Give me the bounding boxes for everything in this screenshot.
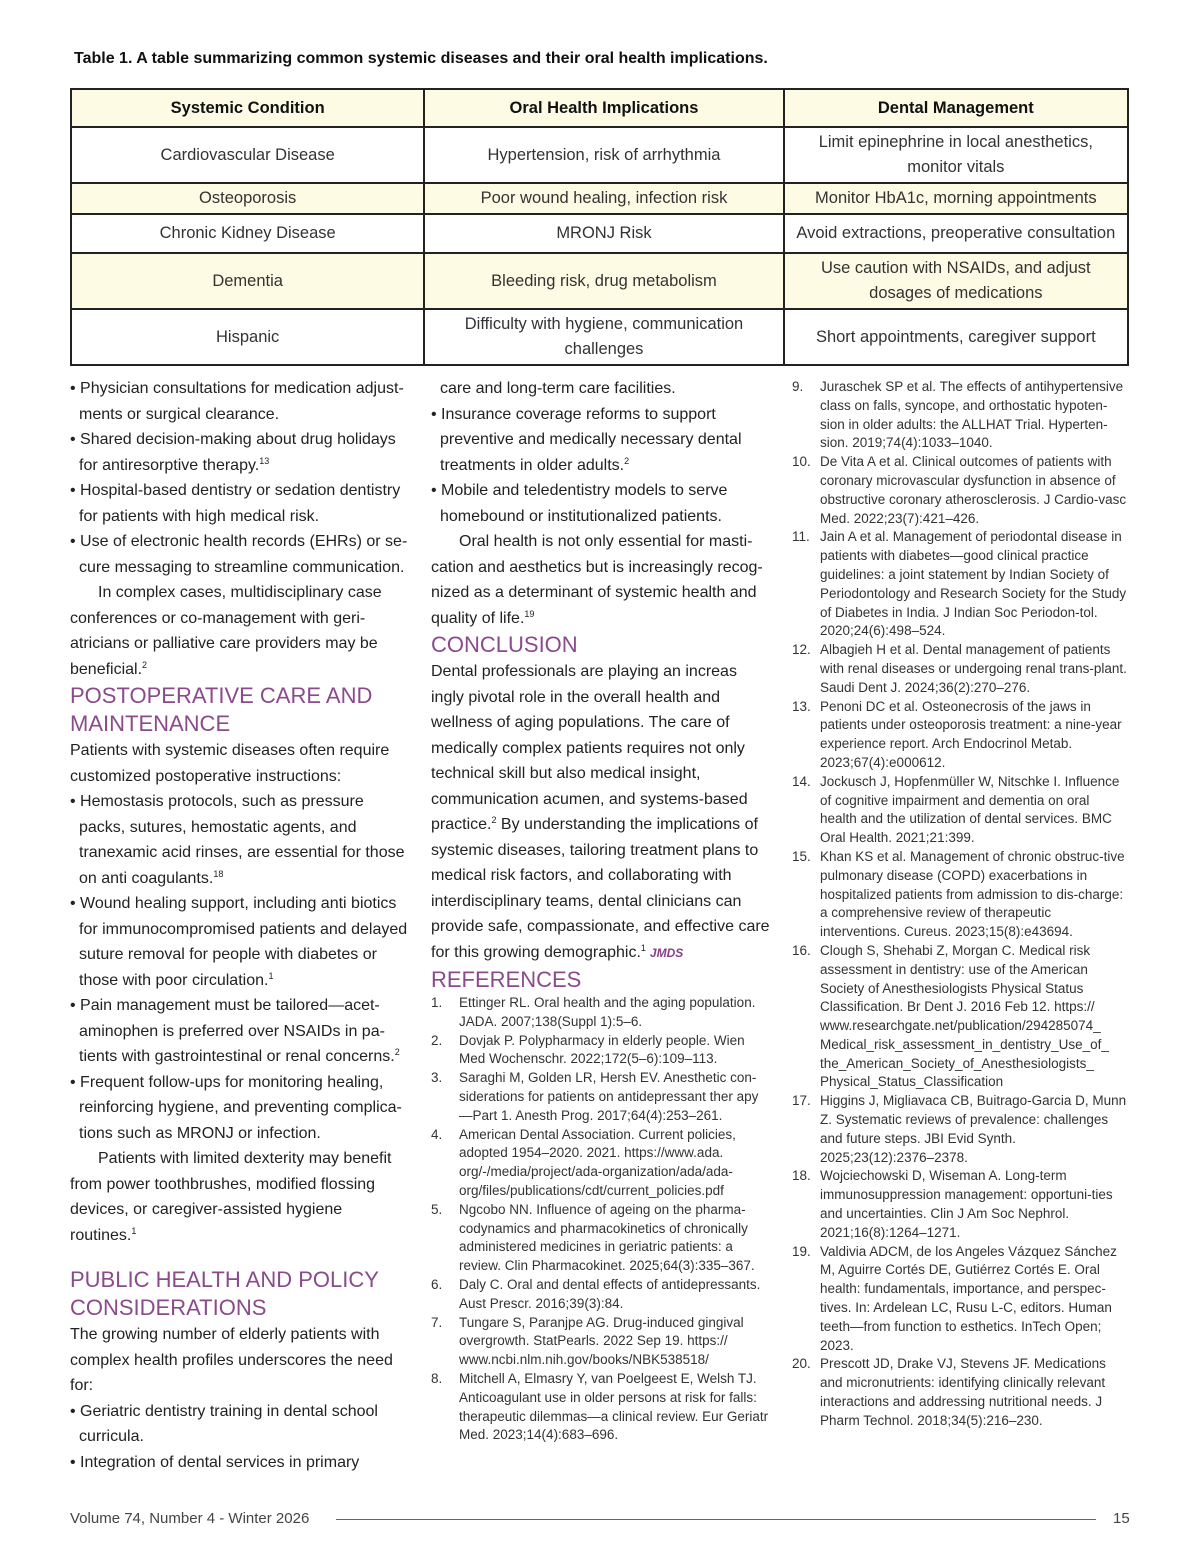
reference-list [792,378,1128,1431]
table-cell: Hispanic [71,309,424,365]
reference-number: 12. [792,642,811,658]
reference-text: Dovjak P. Polypharmacy in elderly people. Wien Med Wochenschr. 2022;172(5–6):109–113. [459,1032,745,1067]
bullet-item: • Insurance coverage reforms to support preventive and medically necessary dental treatments in older adults.$^2$ [431,405,742,474]
reference-item [431,994,771,1032]
reference-text: Khan KS et al. Management of chronic obstruc-tive pulmonary disease (COPD) exacerbations in hospitalized patients from admission to dis-charge: a comprehensive review of therapeutic interventions. Cureus. 2023;15(8):e43694. [820,848,1125,940]
table-cell: Avoid extractions, preoperative consultation [784,214,1128,253]
bullet-item: • Hospital-based dentistry or sedation dentistry for patients with high medical risk. [70,482,401,525]
reference-text: Albagieh H et al. Dental management of patients with renal diseases or undergoing renal trans-plant. Saudi Dent J. 2024;36(2):270–276. [820,642,1127,695]
bullet-item: • Pain management must be tailored—acet-aminophen is preferred over NSAIDs in pa-tients with gastrointestinal or renal concerns.$^2$ [70,997,400,1065]
bullet-item: • Integration of dental services in primary [70,1453,360,1471]
table-cell: Bleeding risk, drug metabolism [424,253,783,309]
page-number: 15 [1113,1510,1130,1527]
table-cell: Use caution with NSAIDs, and adjust dosages of medications [784,253,1128,309]
reference-text: Ngcobo NN. Influence of ageing on the pharma-codynamics and pharmacokinetics of chronically administered medicines in geriatric patients: a review. Clin Pharmacokinet. 2025;64(3):335–367. [459,1201,755,1274]
column-left [70,376,410,1475]
reference-item [431,1032,771,1070]
reference-text: De Vita A et al. Clinical outcomes of patients with coronary microvascular dysfunction in absence of obstructive coronary atherosclerosis. J Cardio-vasc Med. 2022;23(7):421–426. [820,454,1127,526]
column-middle [431,376,771,1445]
reference-text: Wojciechowski D, Wiseman A. Long-term immunosuppression management: opportuni-ties and uncertainties. Clin J Am Soc Nephrol. 2021;16(8):1264–1271. [820,1168,1113,1240]
reference-item [792,1167,1128,1242]
reference-number: 9. [792,379,804,394]
bullet-item: • Hemostasis protocols, such as pressure packs, sutures, hemostatic agents, and tranexamic acid rinses, are essential for those on anti coagulants.$^{18}$ [70,793,405,887]
table-cell: Hypertension, risk of arrhythmia [424,127,783,183]
column-header: Systemic Condition [71,89,424,127]
body-text: care and long-term care facilities. [440,380,676,397]
reference-item [431,1370,771,1445]
reference-text: Jain A et al. Management of periodontal disease in patients with diabetes—good clinical practice guidelines: a joint statement by Indian Society of Periodontology and Research Society for the Study of Diabetes in India. J Indian Soc Periodon-tol. 2020;24(6):498–524. [820,529,1127,639]
reference-number: 20. [792,1356,811,1372]
table-cell: Dementia [71,253,424,309]
reference-number: 17. [792,1093,811,1109]
reference-text: Clough S, Shehabi Z, Morgan C. Medical risk assessment in dentistry: use of the American Society of Anesthesiologists Physical Status Classification. Br Dent J. 2016 Feb 12. https:// www.researchgate.net/publication/294285074_ Medical_risk_assessment_in_dentistry_Use_of_ the_American_Society_of_Anesthesiologists_ Physical_Status_Classification [820,942,1109,1090]
table-row [71,127,1128,183]
table-cell: Poor wound healing, infection risk [424,183,783,214]
table-cell: Difficulty with hygiene, communication challenges [424,309,783,365]
reference-number: 11. [792,529,810,545]
reference-text: Valdivia ADCM, de los Angeles Vázquez Sánchez M, Aguirre Cortés DE, Gutiérrez Cortés E. Oral health: fundamentals, importance, and perspec-tives. In: Ardelean LC, Rusu L-C, editors. Human teeth—from function to esthetics. InTech Open; 2023. [820,1243,1117,1353]
body-paragraph: Patients with limited dexterity may benefit from power toothbrushes, modified flossing devices, or caregiver-assisted hygiene routines.$^1$ [70,1150,392,1244]
bullet-item: • Geriatric dentistry training in dental school curricula. [70,1402,378,1445]
reference-number: 2. [431,1032,443,1048]
reference-number: 10. [792,454,811,470]
reference-item [792,528,1128,641]
column-right [792,378,1128,1431]
reference-number: 6. [431,1276,443,1292]
systemic-diseases-table [70,88,1129,366]
bullet-item: • Wound healing support, including anti biotics for immunocompromised patients and delayed suture removal for people with diabetes or those with poor circulation.$^1$ [70,895,408,989]
reference-text: Prescott JD, Drake VJ, Stevens JF. Medications and micronutrients: identifying clinically relevant interactions and addressing nutritional needs. J Pharm Technol. 2018;34(5):216–230. [820,1356,1106,1428]
reference-number: 14. [792,773,811,789]
reference-text: Juraschek SP et al. The effects of antihypertensive class on falls, syncope, and orthostatic hypoten-sion in older adults: the ALLHAT Trial. Hyperten-sion. 2019;74(4):1033–1040. [820,379,1124,451]
footer-rule [336,1519,1096,1520]
reference-text: Penoni DC et al. Osteonecrosis of the jaws in patients under osteoporosis treatment: a nine-year experience report. Arch Endocrinol Metab. 2023;67(4):e000612. [820,698,1122,770]
table-cell: Monitor HbA1c, morning appointments [784,183,1128,214]
reference-number: 19. [792,1243,811,1259]
reference-text: Tungare S, Paranjpe AG. Drug-induced gingival overgrowth. StatPearls. 2022 Sep 19. https:// www.ncbi.nlm.nih.gov/books/NBK538518/ [459,1314,744,1368]
conclusion-paragraph: Dental professionals are playing an increas ingly pivotal role in the overall health and wellness of aging populations. The care of medically complex patients requires not only technical skill but also medical insight, communication acumen, and systems-based practice.$^2$ By understanding the implications of systemic diseases, tailoring treatment plans to medical risk factors, and collaborating with interdisciplinary teams, dental clinicians can provide safe, compassionate, and effective care for this growing demographic.$^1$ JMDS [431,663,770,961]
table-caption: Table 1. A table summarizing common systemic diseases and their oral health implications. [74,50,768,67]
body-paragraph: The growing number of elderly patients with complex health profiles underscores the need for: [70,1326,393,1394]
table-row [71,183,1128,214]
column-header: Oral Health Implications [424,89,783,127]
table-row [71,253,1128,309]
reference-item [431,1276,771,1314]
table-cell: MRONJ Risk [424,214,783,253]
reference-item [431,1126,771,1201]
reference-item [431,1314,771,1370]
reference-list [431,994,771,1445]
reference-item [792,1243,1128,1356]
reference-text: Mitchell A, Elmasry Y, van Poelgeest E, Welsh TJ. Anticoagulant use in older persons at risk for falls: therapeutic dilemmas—a clinical review. Eur Geriatr Med. 2023;14(4):683–696. [459,1370,769,1443]
reference-text: Jockusch J, Hopfenmüller W, Nitschke I. Influence of cognitive impairment and dementia on oral health and the utilization of dental services. BMC Oral Health. 2021;21:399. [820,773,1120,846]
reference-number: 18. [792,1168,811,1184]
table-cell: Chronic Kidney Disease [71,214,424,253]
reference-number: 1. [431,995,443,1010]
reference-text: Higgins J, Migliavaca CB, Buitrago-Garcia D, Munn Z. Systematic reviews of prevalence: challenges and future steps. JBI Evid Synth. 2025;23(12):2376–2378. [820,1093,1127,1165]
reference-item [792,378,1128,453]
reference-item [792,453,1128,528]
reference-number: 15. [792,848,811,864]
bullet-item: • Physician consultations for medication adjust-ments or surgical clearance. [70,380,404,423]
reference-number: 5. [431,1201,443,1217]
section-heading-postoperative: POSTOPERATIVE CARE AND MAINTENANCE [70,683,373,736]
reference-item [792,641,1128,697]
body-paragraph: Oral health is not only essential for masti-cation and aesthetics but is increasingly recog-nized as a determinant of systemic health and quality of life.$^{19}$ [431,533,763,627]
reference-number: 8. [431,1370,443,1386]
reference-item [792,773,1128,848]
reference-item [431,1201,771,1276]
table-header-row [71,89,1128,127]
reference-item [792,1355,1128,1430]
reference-item [792,848,1128,942]
body-paragraph: Patients with systemic diseases often require customized postoperative instructions: [70,742,390,785]
jmds-logo: JMDS [649,945,684,960]
reference-number: 7. [431,1314,443,1330]
table-row [71,309,1128,365]
reference-text: American Dental Association. Current policies, adopted 1954–2020. 2021. https://www.ada. org/-/media/project/ada-organization/ada/ada-org/files/publications/cdt/current_policies.pdf [459,1126,736,1198]
reference-item [792,1092,1128,1167]
table-cell: Cardiovascular Disease [71,127,424,183]
table-cell: Osteoporosis [71,183,424,214]
reference-item [792,698,1128,773]
section-heading-references: REFERENCES [431,967,582,992]
reference-text: Ettinger RL. Oral health and the aging population. JADA. 2007;138(Suppl 1):5–6. [459,995,756,1029]
reference-number: 3. [431,1070,443,1086]
table-cell: Short appointments, caregiver support [784,309,1128,365]
table-cell: Limit epinephrine in local anesthetics, monitor vitals [784,127,1128,183]
table-row [71,214,1128,253]
section-heading-public-health: PUBLIC HEALTH AND POLICY CONSIDERATIONS [70,1267,379,1320]
bullet-item: • Use of electronic health records (EHRs) or se-cure messaging to streamline communication. [70,533,408,576]
reference-number: 13. [792,698,811,714]
reference-text: Daly C. Oral and dental effects of antidepressants. Aust Prescr. 2016;39(3):84. [459,1276,761,1311]
bullet-item: • Mobile and teledentistry models to serve homebound or institutionalized patients. [431,482,728,525]
reference-number: 16. [792,942,811,958]
reference-number: 4. [431,1126,443,1142]
reference-item [431,1069,771,1125]
body-paragraph: In complex cases, multidisciplinary case conferences or co-management with geri-atricians or palliative care providers may be beneficial.$^2$ [70,584,382,678]
bullet-item: • Shared decision-making about drug holidays for antiresorptive therapy.$^{13}$ [70,431,396,474]
reference-text: Saraghi M, Golden LR, Hersh EV. Anesthetic con-siderations for patients on antidepressant ther apy—Part 1. Anesth Prog. 2017;64(4):253–261. [459,1070,759,1123]
section-heading-conclusion: CONCLUSION [431,632,578,657]
column-header: Dental Management [784,89,1128,127]
bullet-item: • Frequent follow-ups for monitoring healing, reinforcing hygiene, and preventing complica-tions such as MRONJ or infection. [70,1073,402,1142]
footer-issue: Volume 74, Number 4 - Winter 2026 [70,1510,310,1527]
reference-item [792,942,1128,1092]
